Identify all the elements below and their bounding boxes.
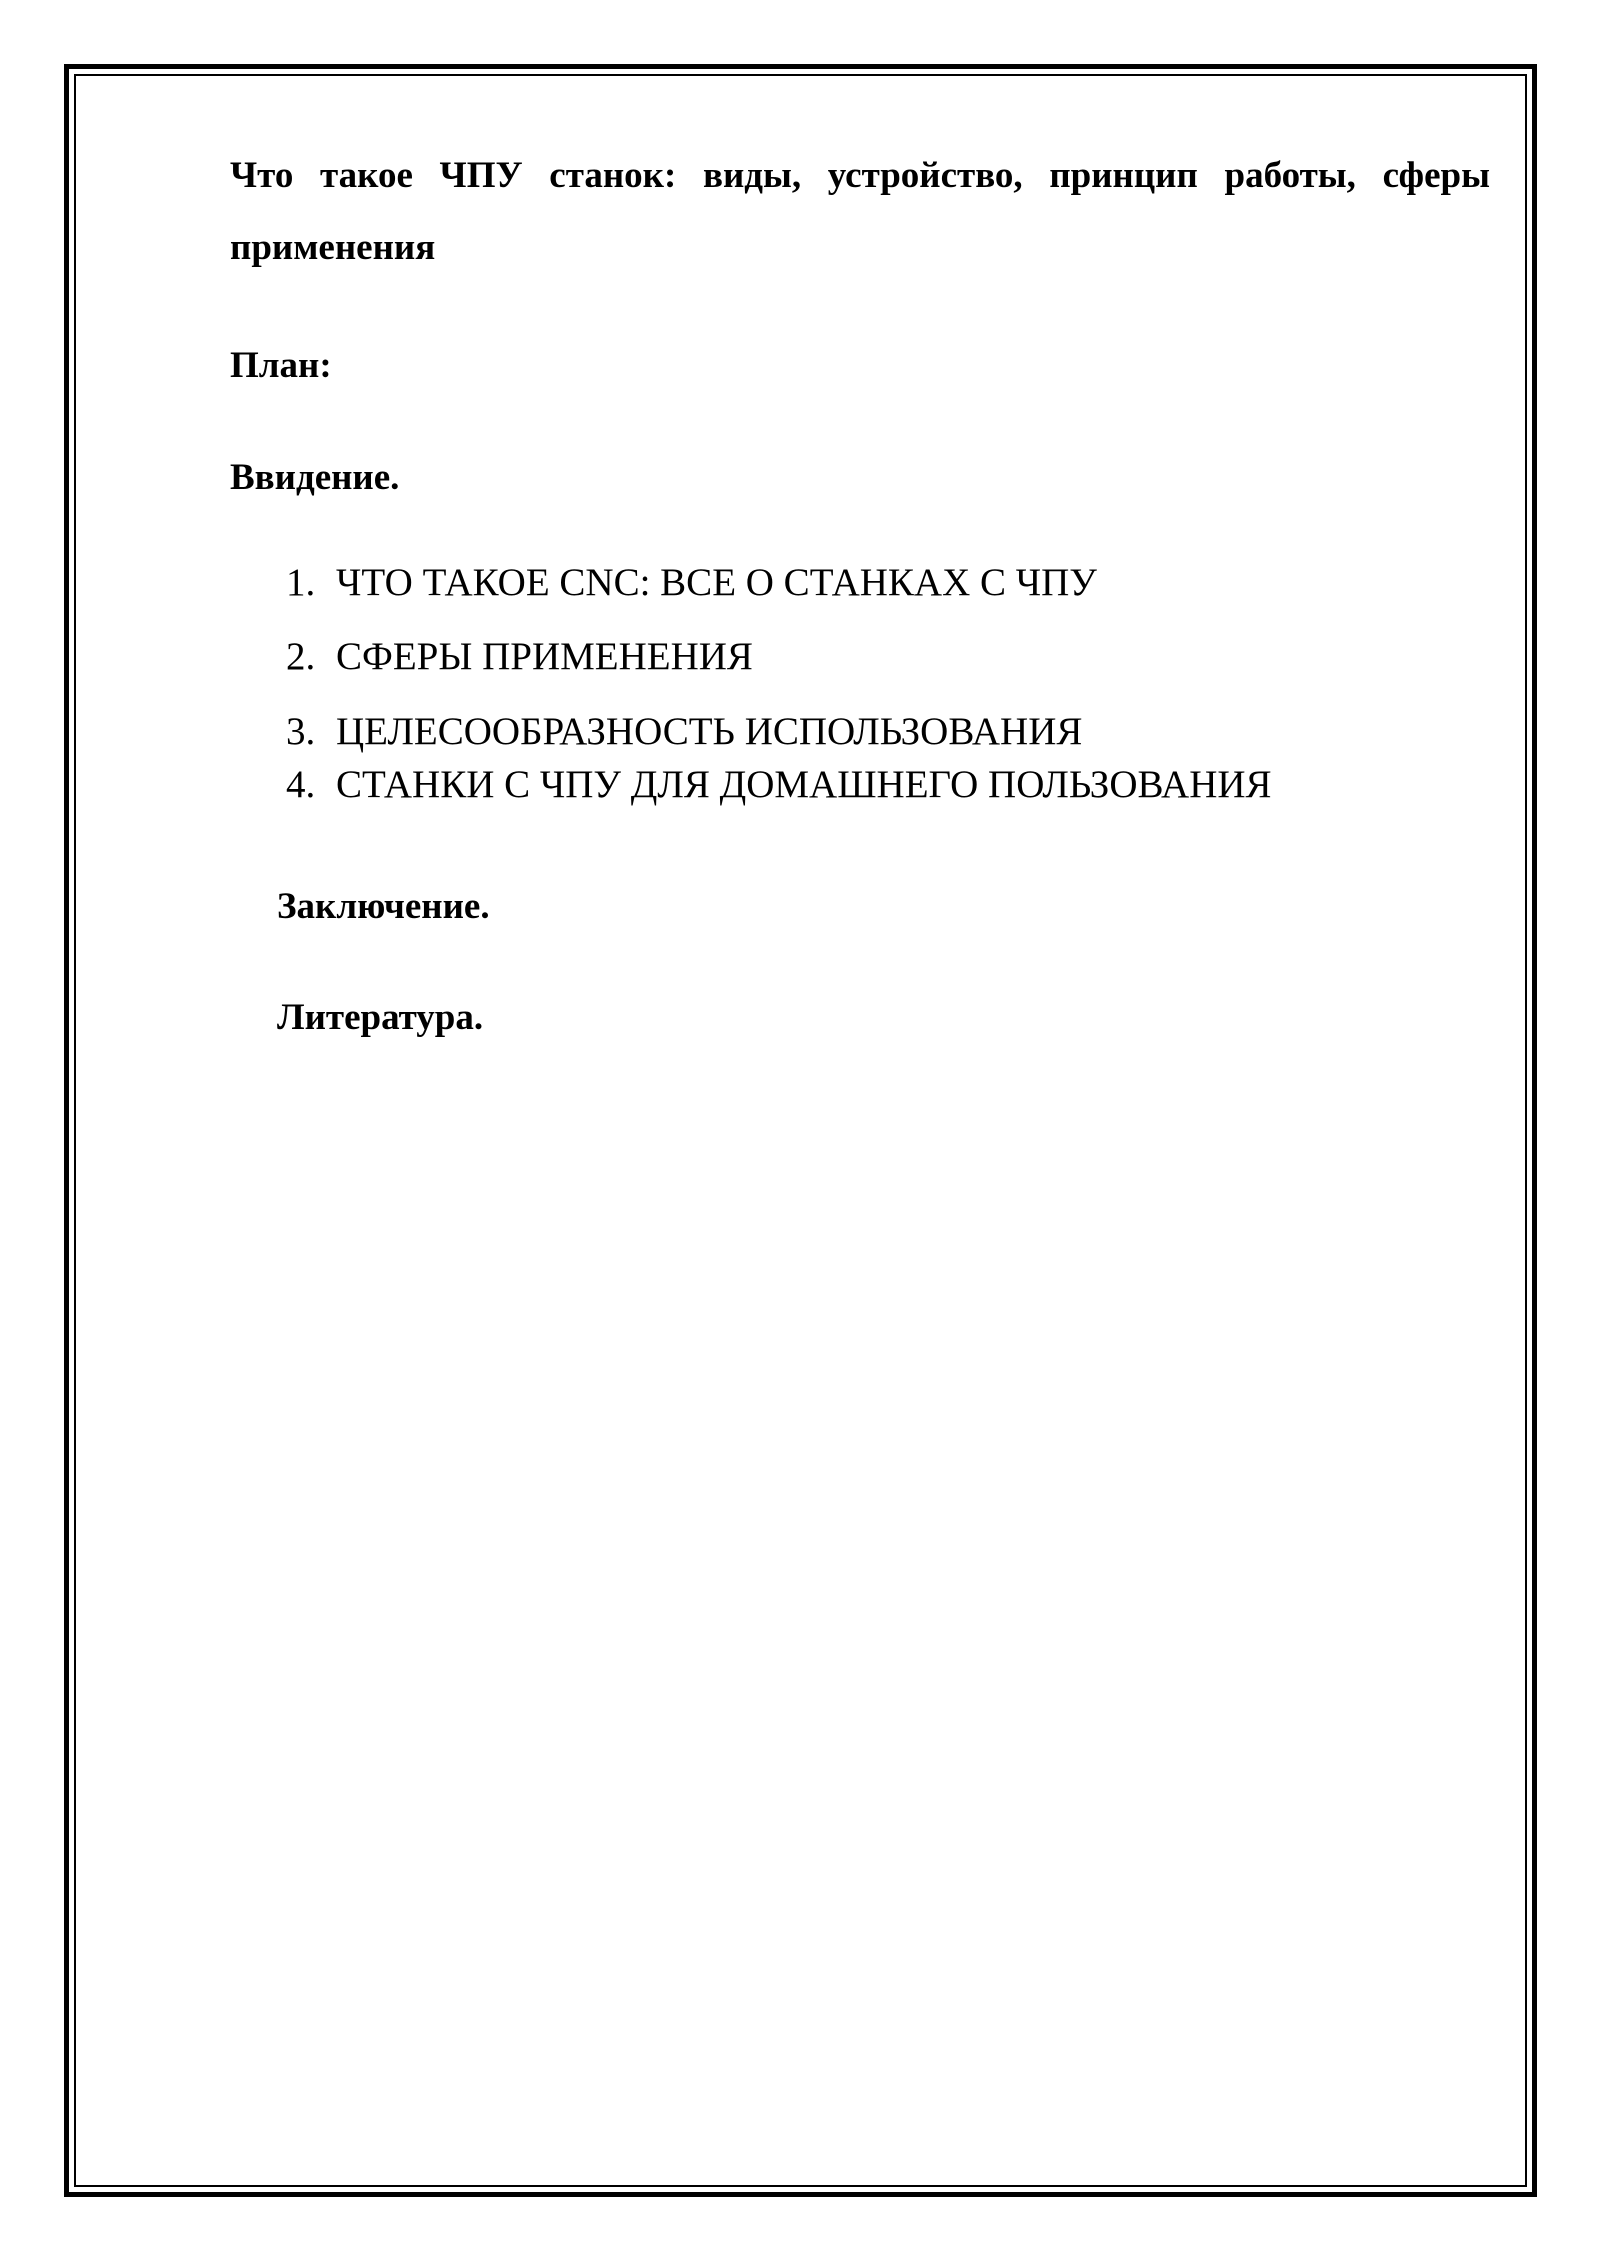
toc-item-text: СТАНКИ С ЧПУ ДЛЯ ДОМАШНЕГО ПОЛЬЗОВАНИЯ [336,763,1272,806]
toc-item-number: 4. [286,763,316,806]
plan-heading: План: [230,345,332,386]
toc-item-number: 3. [286,710,316,753]
toc-item-3 [286,709,1082,755]
toc-item-4 [286,762,1272,808]
page-border-inner [74,74,1527,2187]
toc-item-text: СФЕРЫ ПРИМЕНЕНИЯ [336,635,753,678]
toc-item-text: ЧТО ТАКОЕ CNC: ВСЕ О СТАНКАХ С ЧПУ [336,561,1097,604]
toc-item-text: ЦЕЛЕСООБРАЗНОСТЬ ИСПОЛЬЗОВАНИЯ [336,710,1083,753]
toc-item-number: 2. [286,635,316,678]
toc-item-1 [286,560,1097,606]
conclusion-heading: Заключение. [277,886,490,927]
document-title: Что такое ЧПУ станок: виды, устройство, принцип работы, сферы применения [230,155,1490,268]
introduction-heading: Ввидение. [230,457,400,498]
literature-heading: Литература. [277,997,484,1038]
toc-item-number: 1. [286,561,316,604]
document-body [230,140,1490,1038]
toc-item-2 [286,634,753,680]
